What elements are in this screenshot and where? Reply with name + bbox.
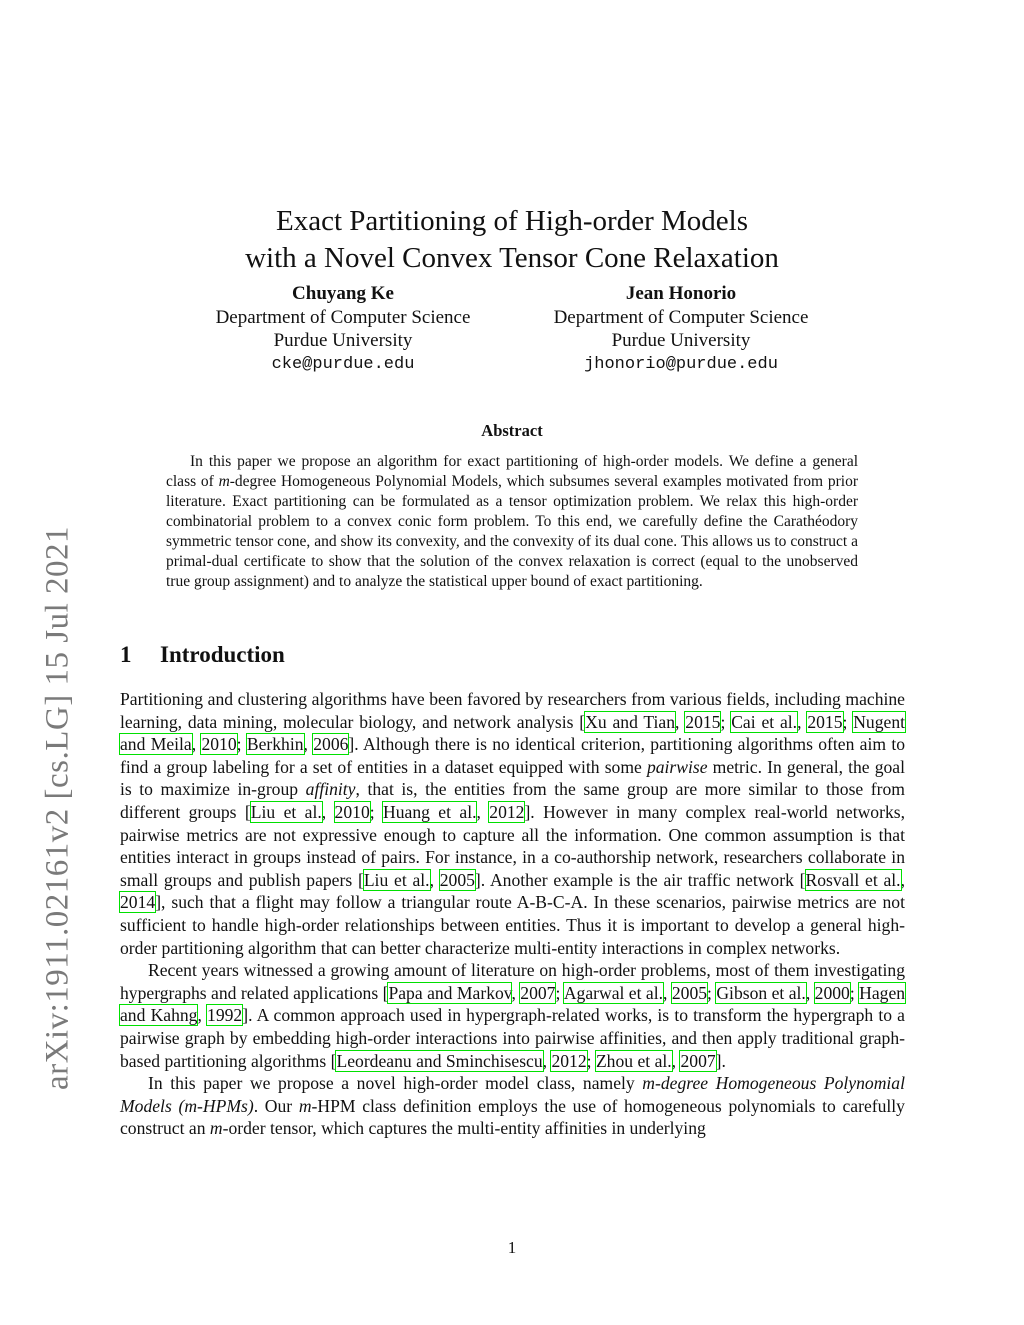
abstract-heading: Abstract <box>481 421 543 440</box>
citation-year-link[interactable]: 2015 <box>685 711 721 732</box>
paragraph-3: In this paper we propose a novel high-order model class, namely m-degree Homogeneous Polynomial Models (m-HPMs). Our m-HPM class definition employs the use of homogeneous polynomials to carefully construct an m-order tensor, which captures the multi-entity affinities in underlying <box>120 1073 905 1139</box>
abstract-text: In this paper we propose an algorithm for exact partitioning of high-order models. We define a general class of m-degree Homogeneous Polynomial Models, which subsumes several examples motivated from prior literature. Exact partitioning can be formulated as a tensor optimization problem. We relax this high-order combinatorial problem to a convex conic form problem. To this end, we carefully define the Carathéodory symmetric tensor cone, and show its convexity, and the convexity of its dual cone. This allows us to construct a primal-dual certificate to show that the solution of the convex relaxation is correct (equal to the unobserved true group assignment) and to analyze the statistical upper bound of exact partitioning. <box>166 453 859 590</box>
author-university: Purdue University <box>273 330 413 351</box>
author-block-1 <box>193 282 493 376</box>
citation-year-link[interactable]: 2015 <box>807 711 843 732</box>
citation-link[interactable]: Leordeanu and Sminchisescu <box>336 1050 543 1071</box>
title-line-1: Exact Partitioning of High-order Models <box>276 205 748 238</box>
citation-link[interactable]: Berkhin <box>246 734 304 755</box>
author-department: Department of Computer Science <box>553 306 809 328</box>
arxiv-identifier: arXiv:1911.02161v2 [cs.LG] 15 Jul 2021 <box>39 525 76 1091</box>
section-title: Introduction <box>160 642 285 667</box>
citation-year-link[interactable]: 2010 <box>201 734 237 755</box>
citation-link[interactable]: Papa and Markov <box>388 982 512 1003</box>
citation-link[interactable]: Gibson et al. <box>716 982 806 1003</box>
paragraph-2: Recent years witnessed a growing amount of literature on high-order problems, most of them investigating hypergraphs and related applications [Papa and Markov, 2007; Agarwal et al., 2005; Gibson et al., 2000; Hagen and Kahng, 1992]. A common approach used in hypergraph-related works, is to transform the hypergraph to a pairwise graph by embedding high-order interactions into pairwise affinities, and then apply traditional graph-based partitioning algorithms [Leordeanu and Sminchisescu, 2012; Zhou et al., 2007]. <box>120 960 906 1071</box>
citation-link[interactable]: Hagen and Kahng <box>120 982 906 1026</box>
section-number: 1 <box>120 642 132 667</box>
citation-year-link[interactable]: 2010 <box>334 801 370 822</box>
body-text <box>120 688 905 1140</box>
author-email[interactable]: jhonorio@purdue.edu <box>584 354 778 374</box>
author-university: Purdue University <box>611 330 751 351</box>
citation-year-link[interactable]: 2007 <box>520 982 556 1003</box>
citation-link[interactable]: Nugent and Meila <box>120 711 906 755</box>
citation-year-link[interactable]: 2007 <box>680 1050 716 1071</box>
citation-year-link[interactable]: 2005 <box>671 982 708 1003</box>
paper-title <box>0 203 1024 277</box>
citation-link[interactable]: Rosvall et al. <box>805 869 901 890</box>
citation-link[interactable]: Cai et al. <box>731 711 798 732</box>
author-name: Chuyang Ke <box>292 283 394 304</box>
citation-link[interactable]: Zhou et al. <box>595 1050 672 1071</box>
citation-year-link[interactable]: 2012 <box>551 1050 587 1071</box>
author-email[interactable]: cke@purdue.edu <box>271 354 415 374</box>
citation-year-link[interactable]: 2005 <box>439 869 475 890</box>
citation-link[interactable]: Xu and Tian <box>585 711 676 732</box>
citation-link[interactable]: Agarwal et al. <box>563 982 664 1003</box>
citation-link[interactable]: Huang et al. <box>383 801 477 822</box>
paragraph-1: Partitioning and clustering algorithms have been favored by researchers from various fields, including machine learning, data mining, molecular biology, and network analysis [Xu and Tian, 2015; Cai et al., 2015; Nugent and Meila, 2010; Berkhin, 2006]. Although there is no identical criterion, partitioning algorithms often aim to find a group labeling for a set of entities in a dataset equipped with some pairwise metric. In general, the goal is to maximize in-group affinity, that is, the entities from the same group are more similar to those from different groups [Liu et al., 2010; Huang et al., 2012]. However in many complex real-world networks, pairwise metrics are not expressive enough to capture all the information. One common assumption is that entities interact in groups instead of pairs. For instance, in a co-authorship network, researchers collaborate in small groups and publish papers [Liu et al., 2005]. Another example is the air traffic network [Rosvall et al., 2014], such that a flight may follow a triangular route A-B-C-A. In these scenarios, pairwise metrics are not sufficient to handle high-order relationships between entities. Thus it is important to develop a general high-order partitioning algorithm that can better characterize multi-entity interactions in complex networks. <box>120 689 906 958</box>
citation-year-link[interactable]: 2006 <box>313 734 349 755</box>
author-block-2 <box>531 282 831 376</box>
citation-link[interactable]: Liu et al. <box>250 801 322 822</box>
page-number: 1 <box>507 1238 517 1257</box>
author-name: Jean Honorio <box>625 283 737 304</box>
citation-link[interactable]: Liu et al. <box>363 869 430 890</box>
citation-year-link[interactable]: 1992 <box>207 1005 243 1026</box>
citation-year-link[interactable]: 2014 <box>120 892 156 913</box>
title-line-2: with a Novel Convex Tensor Cone Relaxation <box>245 242 779 275</box>
section-heading <box>120 642 285 668</box>
citation-year-link[interactable]: 2012 <box>489 801 525 822</box>
citation-year-link[interactable]: 2000 <box>814 982 850 1003</box>
author-department: Department of Computer Science <box>215 306 471 328</box>
